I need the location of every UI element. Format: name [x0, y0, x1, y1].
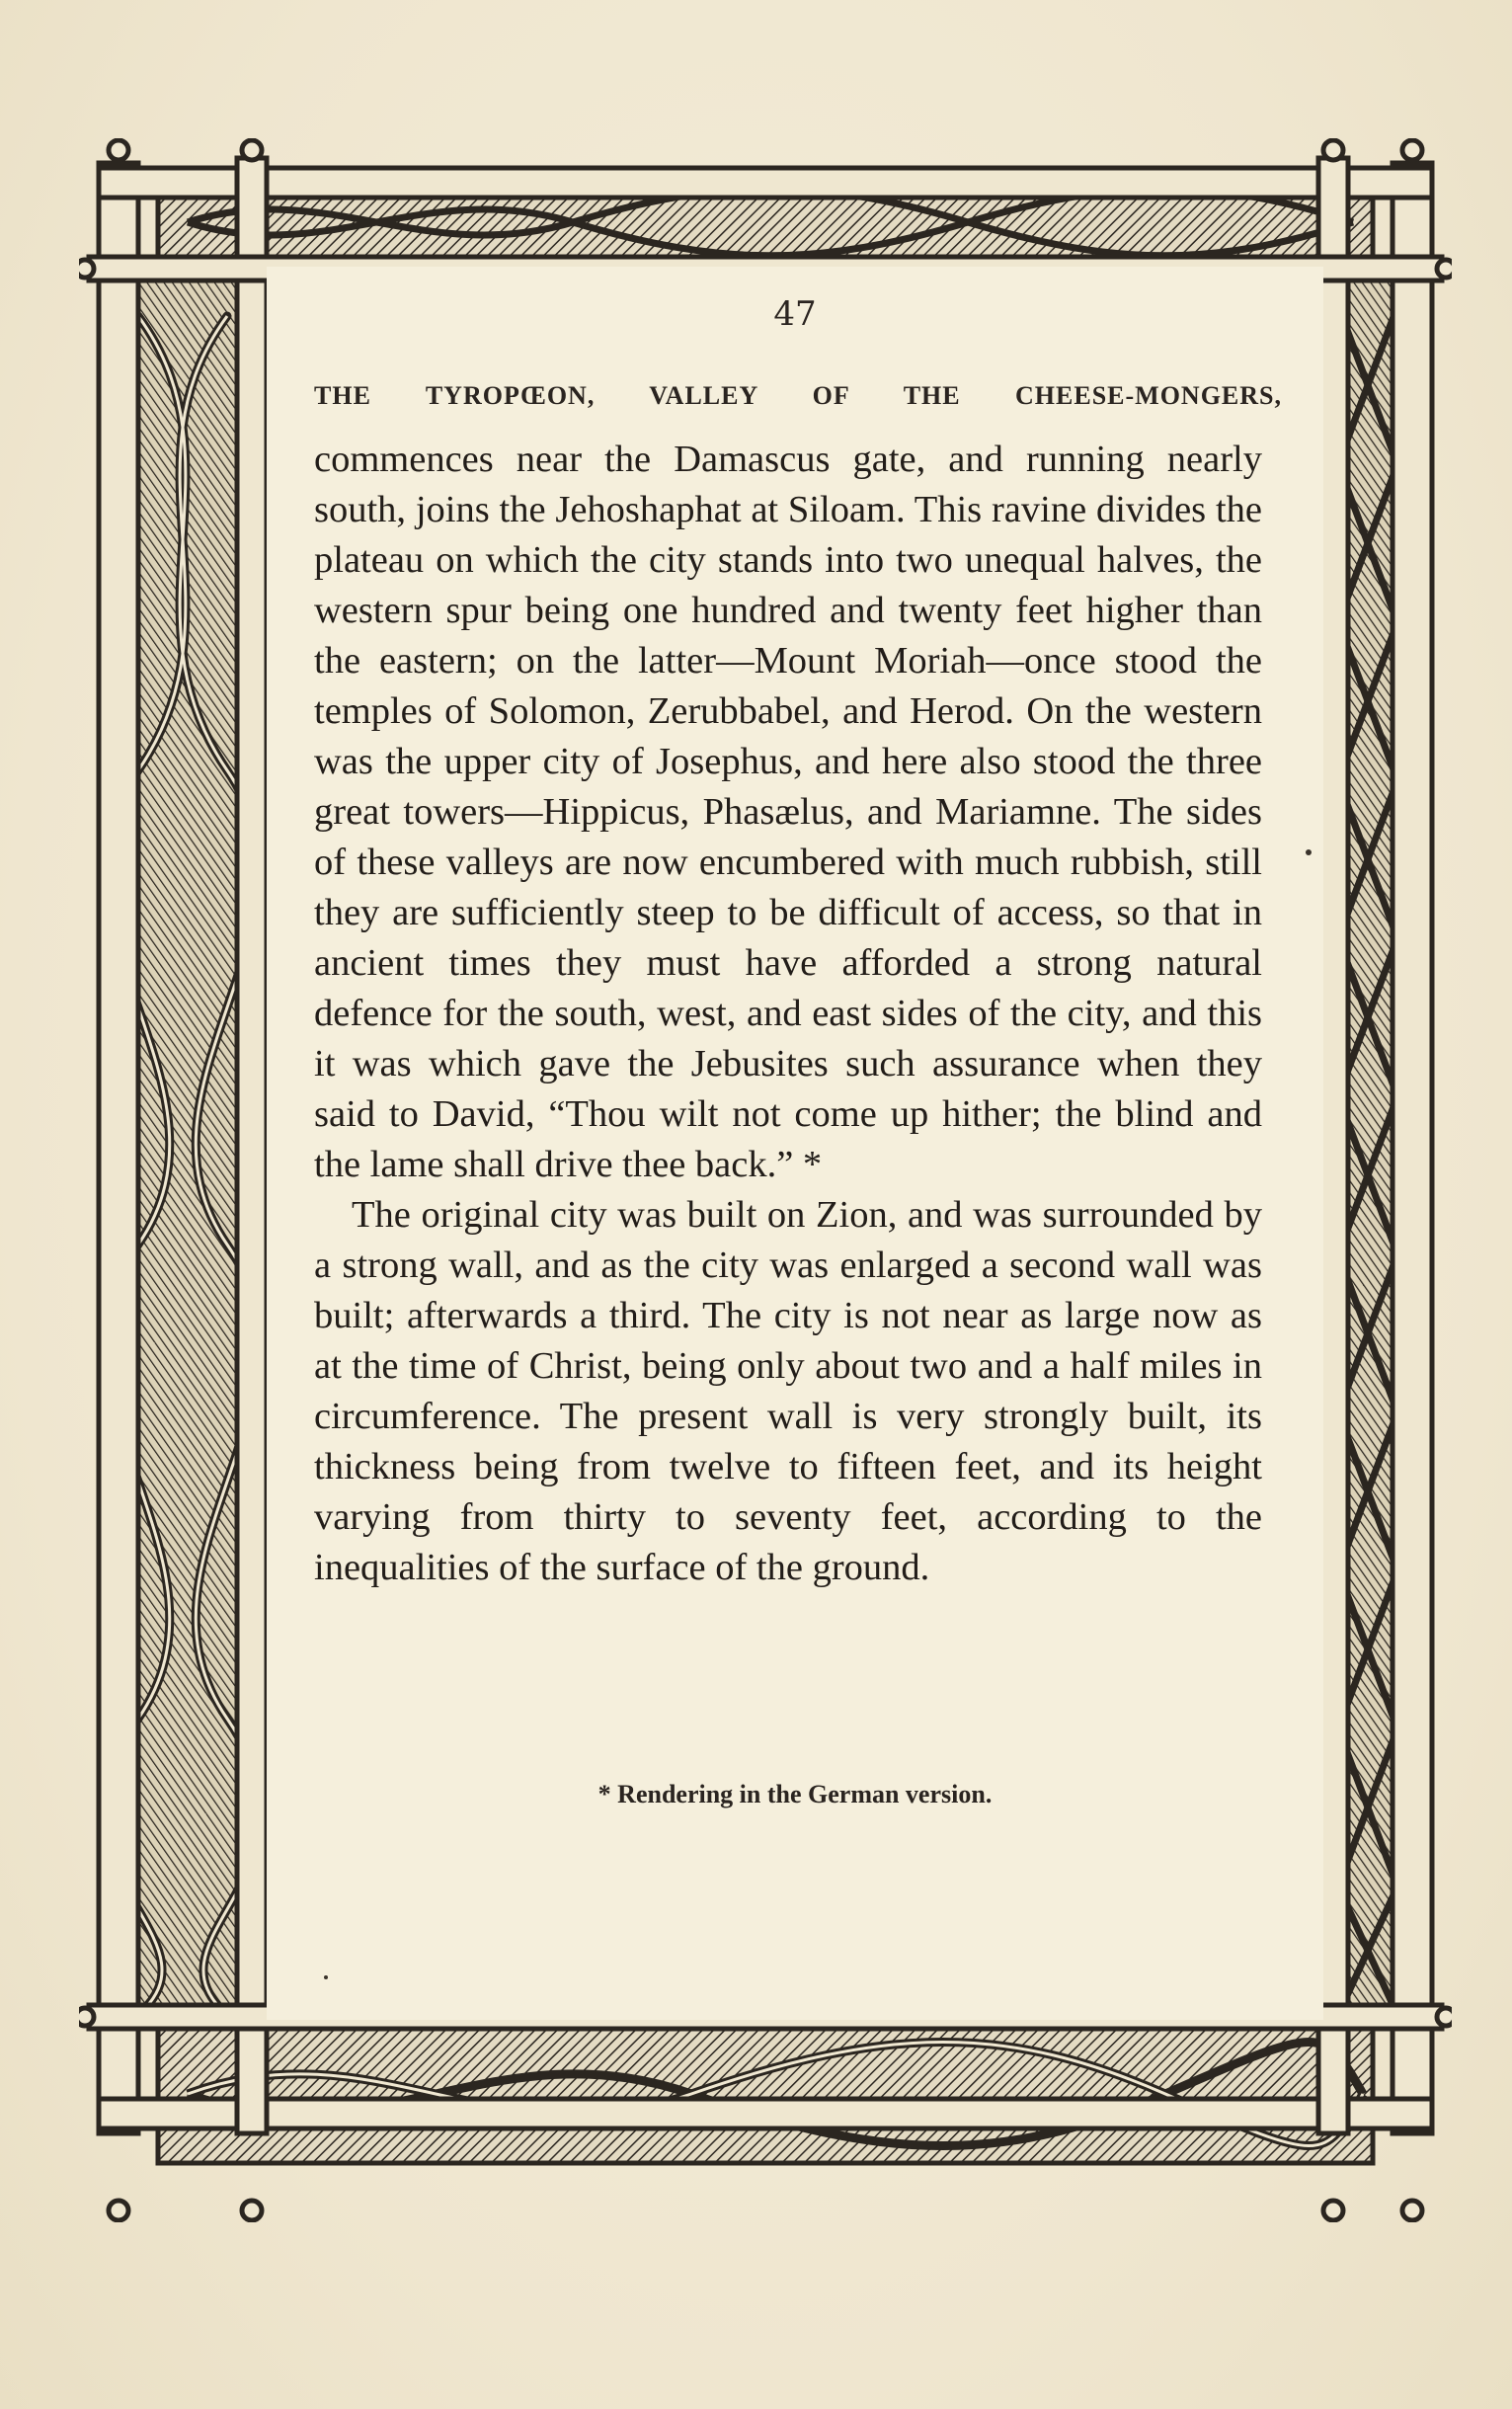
footnote: * Rendering in the German version.	[597, 1780, 993, 1808]
text-panel	[267, 267, 1323, 2020]
ink-speck	[324, 1975, 328, 1979]
body-text	[314, 435, 1262, 1593]
page-number: 47	[773, 294, 817, 334]
running-head: THE TYROPŒON, VALLEY OF THE CHEESE-MONGERS,	[314, 381, 1282, 410]
ink-speck	[1306, 849, 1312, 855]
paragraph-2: The original city was built on Zion, and was surrounded by a strong wall, and as the city was enlarged a second wall was built; afterwards a third. The city is not near as large now as at the time of Christ, being only about two and a half miles in circumference. The present wall is very strongly built, its thickness being from twelve to fifteen feet, and its height varying from thirty to seventy feet, according to the inequalities of the surface of the ground.	[314, 1194, 1262, 1588]
paragraph-1: commences near the Damascus gate, and running nearly south, joins the Jehoshaphat at Siloam. This ravine divides the plateau on which the city stands into two unequal halves, the western spur being one hundred and twenty feet higher than the eastern; on the latter—Mount Moriah—once stood the temples of Solomon, Zerubbabel, and Herod. On the western was the upper city of Josephus, and here also stood the three great towers—Hippicus, Phasælus, and Mariamne. The sides of these valleys are now encumbered with much rubbish, still they are sufficiently steep to be difficult of access, so that in ancient times they must have afforded a strong natural defence for the south, west, and east sides of the city, and this it was which gave the Jebusites such assurance when they said to David, “Thou wilt not come up hither; the blind and the lame shall drive thee back.” *	[314, 439, 1262, 1185]
